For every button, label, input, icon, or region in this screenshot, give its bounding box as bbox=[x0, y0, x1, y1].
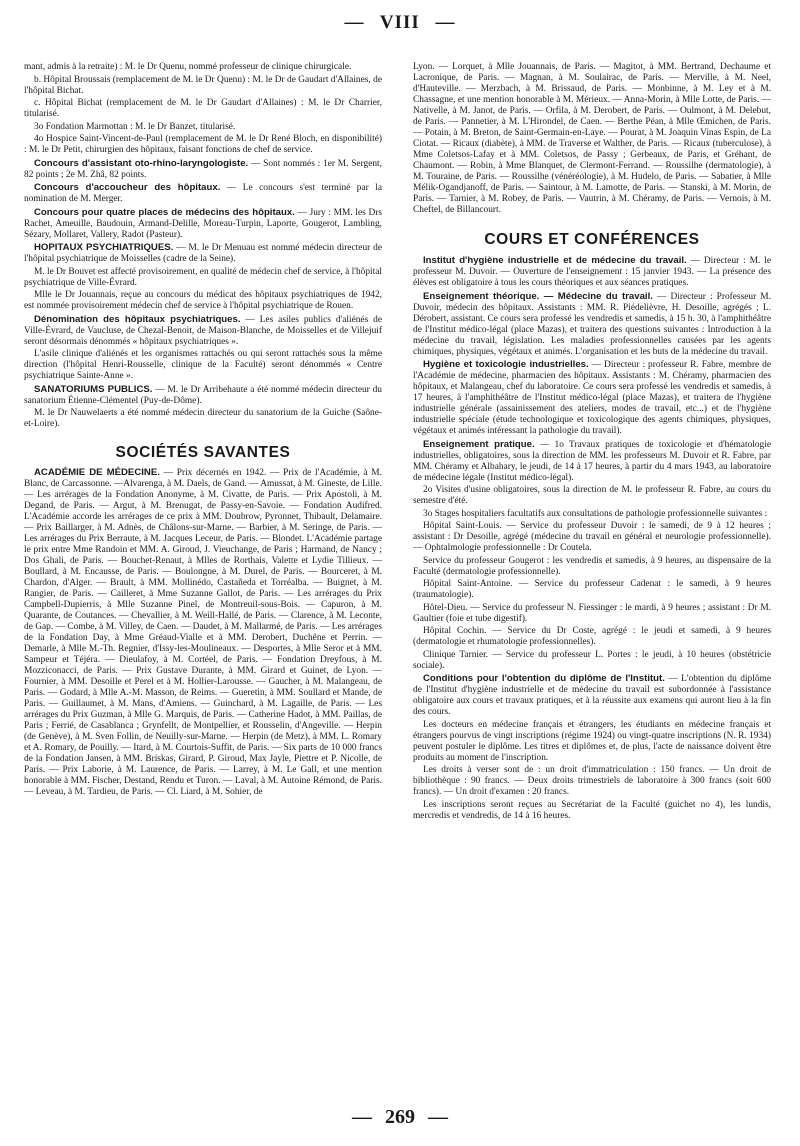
paragraph-heading: Enseignement pratique. bbox=[423, 438, 535, 450]
paragraph bbox=[413, 439, 771, 484]
paragraph: Service du professeur Gougerot : les vendredis et samedis, à 9 heures, au dispensaire de la Faculté (dermatologie professionnelle). bbox=[413, 555, 771, 577]
paragraph: Clinique Tarnier. — Service du professeur L. Portes : le jeudi, à 10 heures (obstétricie sociale). bbox=[413, 649, 771, 671]
paragraph: Hôpital Saint-Antoine. — Service du professeur Cadenat : le samedi, à 9 heures (traumatologie). bbox=[413, 579, 771, 600]
paragraph: Mlle le Dr Jouannais, reçue au concours du médicat des hôpitaux psychiatriques de 1942, est nommée provisoirement médecin chef de service à l'hôpital psychiatrique de Rouen. bbox=[24, 290, 382, 311]
paragraph-text: — Jury : MM. les Drs Rachet, Ameuille, Baudouin, Armand-Delille, Moreau-Turpin, Laporte, Gougerot, Lambling, Sézary, Mollaret, Vallery, Radot (Pasteur). bbox=[24, 207, 382, 240]
paragraph-text: — Les asiles publics d'aliénés de Ville-Évrard, de Vaucluse, de Chezal-Benoit, de Maison-Blanche, de Moisselles et de Villejuif seront désormais dénommés « hôpitaux psychiatriques ». bbox=[24, 314, 382, 347]
paragraph-text: — Le concours s'est terminé par la nomination de M. Merger. bbox=[24, 183, 382, 204]
paragraph-heading: Enseignement théorique. — Médecine du travail. bbox=[423, 290, 653, 302]
paragraph: Lyon. — Lorquet, à Mlle Jouannais, de Paris. — Magitot, à MM. Bertrand, Dechaume et Lacronique, de Paris. — Magnan, à M. Soulairac, de Paris. — Merville, à M. Neel, d'Hauteville. — Merzbach, à M. Brissaud, de Paris. — Monbinne, à M. Ley et à M. Chassagne, et une mention honorable à M. Mérieux. — Anna-Morin, à Mlle Lotte, de Paris. — Nativelle, à M. Janot, de Paris. — Orfila, à M. Derobert, de Paris. — Oulmont, à M. Delebut, de Paris. — Pannetier, à M. L'Hirondel, de Caen. — Berthe Péan, à Mlle Œmichen, de Paris. — Potain, à M. Breton, de Saint-Germain-en-Laye. — Pourat, à M. Joaquin Vinas Espin, de La Ciotat. — Ricaux (diabète), à MM. de Traverse et Walther, de Paris. — Ricaux (tuberculose), à Mme Coletsos-Lafay et à MM. Coletsos, de Passy ; Gerbeaux, de Paris, et Gréhant, de Chaumont. — Robin, à Mme Blanquet, de Clermont-Ferrand. — Roussilhe (dermatologie), à M. Touraine, de Paris. — Roussilhe (vénéréologie), à M. Hudelo, de Paris. — Sabatier, à Mlle Mélik-Ogandjanoff, de Paris. — Saintour, à M. Lamotte, de Paris. — Stanski, à M. Morin, de Paris. — Tarnier, à M. Robey, de Paris. — Vautrin, à M. Chéramy, de Paris. — Vernois, à M. Cheftel, de Billancourt. bbox=[413, 62, 771, 215]
paragraph: Hôpital Saint-Louis. — Service du professeur Duvoir : le samedi, de 9 à 12 heures ; assistant : Dr Desoille, agrégé (médecine du travail en général et neurologie professionnelle). — Ophtalmologie professionnelle : Dr Coutela. bbox=[413, 521, 771, 553]
footer-dash-left: — bbox=[352, 1106, 372, 1128]
paragraph bbox=[413, 291, 771, 358]
paragraph: 3o Stages hospitaliers facultatifs aux consultations de pathologie professionnelle suivantes : bbox=[423, 508, 768, 519]
paragraph-text: — Prix décernés en 1942. — Prix de l'Académie, à M. Blanc, de Carcassonne. —Alvarenga, à M. Daels, de Gand. — Amussat, à M. Gineste, de Lille. — Les arrérages de la Fondation Anonyme, à M. Civatte, de Paris. — Prix Apostoli, à M. Degand, de Paris. — Argut, à M. Brenugat, de Passy-en-Savoie. — Fondation Audifred. L'Académie accorde les arrérages de ce prix à MM. Doubrow, Pyronnet, Thibault, Delamaire. — Prix Baillarger, à M. Adnès, de Châlons-sur-Marne. — Barbier, à M. Seringe, de Paris. — Les arrérages du Prix Berraute, à M. Jacques Leceur, de Paris. — Blondet. L'Académie partage le prix entre Mme Randoin et MM. A. Giroud, J. Vieuchange, de Paris ; Harmand, de Nancy ; Dos Ghali, de Paris. — Bouchet-Renaut, à Mlles de Rorthais, Valette et Lydie Tillieux. — Boullard, à M. Encausse, de Paris. — Boulongne, à M. Durel, de Paris. — Bourceret, à M. Chardon, d'Alger. — Brault, à MM. Mollinédo, Castañeda et Torréalba. — Buignet, à M. Rangier, de Paris. — Cailleret, à Mme Suzanne Gallot, de Paris. — Les arrérages du Prix Campbell-Dupierris, à Mlle Suzanne Pinel, de Montreuil-sous-Bois. — Capuron, à M. Quarante, de Coutances. — Chevallier, à M. Weill-Hallé, de Paris. — Clarence, à M. Leconte, de Gap. — Combe, à M. Villey, de Caen. — Daudet, à M. Mallarmé, de Paris. — Les arrérages de la Fondation Day, à Mme Gréaud-Vialle et à MM. Derobert, Duchêne et Perrin. — Demarle, à Mlle M.-Th. Regnier, d'Issy-les-Moulineaux. — Desportes, à Mlle Seror et à MM. Sampeur et Téjéra. — Dieulafoy, à M. Cortéel, de Paris. — Fondation Dreyfous, à M. Mozziconacci, de Paris. — Prix Gustave Durante, à MM. Girard et Guinet, de Lyon. — Fournier, à MM. Desoille et Perel et à M. Hollier-Larousse. — Gaucher, à M. Malangeau, de Paris. — Godard, à Mlle A.-M. Masson, de Reims. — Gueretin, à MM. Soullard et Mande, de Paris. — Guillaumet, à M. Mans, d'Amiens. — Guinchard, à M. Lagaille, de Paris. — Les arrérages du Prix Guzman, à Mlle G. Marquis, de Paris. — Catherine Hadot, à MM. Paillas, de Paris ; Ferrié, de Casablanca ; Grynfellt, de Montpellier, et Rousselin, d'Angeville. — Herpin (de Genève), à M. Sven Follin, de Neuilly-sur-Marne. — Herpin (de Metz), à MM. L. Romary et A. Romary, de Pouilly. — Itard, à M. Courtois-Suffit, de Paris. — Six parts de 10 000 francs de la Fondation Jansen, à MM. Briskas, Girard, P. Giroud, Max Jayle, Piettre et P. Nicolle, de Paris. — Prix Laborie, à M. Laurence, de Paris. — Larrey, à M. Le Gall, et une mention honorable à MM. Fischer, Destand, Rendu et Turon. — Laval, à M. Autoine Rémond, de Paris. — Leveau, à M. Tardieu, de Paris. — Cl. Liard, à M. Sohier, de bbox=[24, 468, 382, 797]
paragraph-heading: HOPITAUX PSYCHIATRIQUES. bbox=[34, 242, 174, 253]
paragraph: L'asile clinique d'aliénés et les organismes rattachés ou qui seront rattachés sous la même direction (l'hôpital Henri-Rousselle, clinique de la Faculté) seront dénommés « Centre psychiatrique Sainte-Anne ». bbox=[24, 349, 382, 381]
paragraph: Les docteurs en médecine français et étrangers, les étudiants en médecine français et étrangers pourvus de vingt inscriptions (régime 1924) ou vingt-quatre inscriptions (N. R. 1934) peuvent postuler le diplôme. Les titres et diplômes et, de plus, l'acte de naissance doivent être produits au moment de l'inscription. bbox=[413, 719, 771, 763]
paragraph-heading: Concours pour quatre places de médecins des hôpitaux. bbox=[34, 206, 295, 218]
paragraph-heading: Concours d'accoucheur des hôpitaux. bbox=[34, 182, 221, 193]
paragraph: 4o Hospice Saint-Vincent-de-Paul (remplacement de M. le Dr René Bloch, en disponibilité) : M. le Dr Petit, chirurgien des hôpitaux, faisant fonctions de chef de service. bbox=[24, 134, 382, 155]
paragraph bbox=[24, 384, 382, 407]
paragraph bbox=[24, 314, 382, 348]
paragraph-text: — Directeur : Professeur M. Duvoir, médecin des hôpitaux. Assistants : MM. R. Piédelièvre, H. Desoille, agrégés ; L. Dérobert, assistant. Ce cours sera professé les vendredis et samedis, à 15 h. 30, à l'amphithéâtre de l'Institut médico-légal (place Mazas), et traitera des questions suivantes : Introduction à la médecine du travail, législation. Les maladies professionnelles causées par les agents chimiques, physiques, végétaux et animés. L'organisation et les buts de la médecine du travail. bbox=[413, 291, 771, 357]
paragraph bbox=[24, 467, 382, 798]
paragraph bbox=[24, 242, 382, 265]
paragraph: mant, admis à la retraite) : M. le Dr Quenu, nommé professeur de clinique chirurgicale. bbox=[24, 62, 352, 72]
paragraph-heading: SANATORIUMS PUBLICS. bbox=[34, 383, 153, 395]
paragraph-heading: Hygiène et toxicologie industrielles. bbox=[423, 359, 589, 370]
paragraph: c. Hôpital Bichat (remplacement de M. le Dr Gaudart d'Allaines) : M. le Dr Charrier, titularisé. bbox=[24, 98, 382, 119]
page-footer bbox=[0, 1106, 800, 1129]
page-number: 269 bbox=[385, 1106, 415, 1128]
paragraph bbox=[413, 255, 771, 289]
paragraph-text: — Sont nommés : 1er M. Sergent, 82 points ; 2e M. Zhâ, 82 points. bbox=[24, 158, 382, 180]
paragraph-heading: Institut d'hygiène industrielle et de médecine du travail. bbox=[423, 255, 687, 266]
header-dash-left: — bbox=[344, 12, 365, 33]
header-dash-right: — bbox=[435, 12, 456, 33]
left-column bbox=[24, 62, 382, 1102]
paragraph: Hôpital Cochin. — Service du Dr Coste, agrégé : le jeudi et samedi, à 9 heures (dermatologie et rhumatologie professionnelles). bbox=[413, 626, 771, 647]
paragraph: 3o Fondation Marmottan : M. le Dr Banzet, titularisé. bbox=[34, 121, 236, 132]
footer-dash-right: — bbox=[428, 1106, 448, 1128]
paragraph-heading: ACADÉMIE DE MÉDECINE. bbox=[34, 467, 160, 478]
page-header bbox=[0, 12, 800, 34]
paragraph: 2o Visites d'usine obligatoires, sous la direction de M. le professeur R. Fabre, au cours du semestre d'été. bbox=[413, 485, 771, 506]
paragraph-text: — M. le Dr Menuau est nommé médecin directeur de l'hôpital psychiatrique de Moisselles (cadre de la Seine). bbox=[24, 243, 382, 264]
page-roman-numeral: VIII bbox=[379, 12, 420, 33]
paragraph-text: — Directeur : professeur R. Fabre, membre de l'Académie de médecine, pharmacien des hôpitaux. Assistants : M. Chéramy, pharmacien des hôpitaux, et Malangeau, chef du laboratoire. Ce cours sera professé les vendredis et samedis, à 17 heures, à l'amphithéâtre de l'Institut médico-légal (place Mazas), et traitera de l'hygiène industrielle générale (assainissement des ateliers, modes de travail, etc...) et de l'hygiène industrielle spéciale (étude technologique et toxicologique des agents chimiques, physiques, végétaux et animés intéressant la pathologie du travail). bbox=[413, 360, 771, 436]
right-column bbox=[413, 62, 771, 1102]
paragraph: M. le Dr Nauwelaerts a été nommé médecin directeur du sanatorium de la Guiche (Saône-et-Loire). bbox=[24, 408, 382, 429]
paragraph bbox=[413, 359, 771, 437]
paragraph bbox=[24, 207, 382, 241]
paragraph-text: — 1o Travaux pratiques de toxicologie et d'hématologie industrielles, obligatoires, sous la direction de MM. les professeurs M. Duvoir et R. Fabre, par MM. Chéramy et Albahary, le jeudi, de 14 à 17 heures, à partir du 4 mars 1943, au laboratoire de médecine légale (Institut médico-légal). bbox=[413, 439, 771, 483]
paragraph: b. Hôpital Broussais (remplacement de M. le Dr Quenu) : M. le Dr de Gaudart d'Allaines, de l'hôpital Bichat. bbox=[24, 74, 382, 96]
paragraph bbox=[413, 673, 771, 718]
paragraph-text: — L'obtention du diplôme de l'Institut d'hygiène industrielle et de médecine du travail est subordonnée à l'assistance obligatoire aux cours et travaux pratiques, et à la réussite aux examens qui auront lieu à la fin des cours. bbox=[413, 674, 771, 717]
paragraph bbox=[24, 158, 382, 181]
paragraph: Hôtel-Dieu. — Service du professeur N. Fiessinger : le mardi, à 9 heures ; assistant : Dr M. Gaultier (foie et tube digestif). bbox=[413, 602, 771, 624]
paragraph-heading: Conditions pour l'obtention du diplôme de l'Institut. bbox=[423, 673, 665, 684]
section-title: SOCIÉTÉS SAVANTES bbox=[115, 444, 291, 461]
paragraph-text: — Directeur : M. le professeur M. Duvoir. — Ouverture de l'enseignement : 15 janvier 1943. — La présence des élèves est obligatoire à tous les cours théoriques et aux séances pratiques. bbox=[413, 256, 771, 288]
paragraph: Les inscriptions seront reçues au Secrétariat de la Faculté (guichet no 4), les lundis, mercredis et vendredis, de 14 à 16 heures. bbox=[413, 799, 771, 821]
paragraph bbox=[24, 182, 382, 205]
paragraph: Les droits à verser sont de : un droit d'immatriculation : 150 francs. — Un droit de bibliothèque : 90 francs. — Deux droits trimestriels de laboratoire à 300 francs (soit 600 francs). — Un droit d'examen : 20 francs. bbox=[413, 765, 771, 797]
paragraph-heading: Dénomination des hôpitaux psychiatriques. bbox=[34, 313, 241, 325]
paragraph: M. le Dr Bouvet est affecté provisoirement, en qualité de médecin chef de service, à l'hôpital psychiatrique de Ville-Évrard. bbox=[24, 266, 382, 288]
paragraph-heading: Concours d'assistant oto-rhino-laryngologiste. bbox=[34, 157, 249, 169]
paragraph-text: — M. le Dr Arribehaute a été nommé médecin directeur du sanatorium Étienne-Clémentel (Puy-de-Dôme). bbox=[24, 384, 382, 406]
section-title: COURS ET CONFÉRENCES bbox=[484, 231, 700, 248]
